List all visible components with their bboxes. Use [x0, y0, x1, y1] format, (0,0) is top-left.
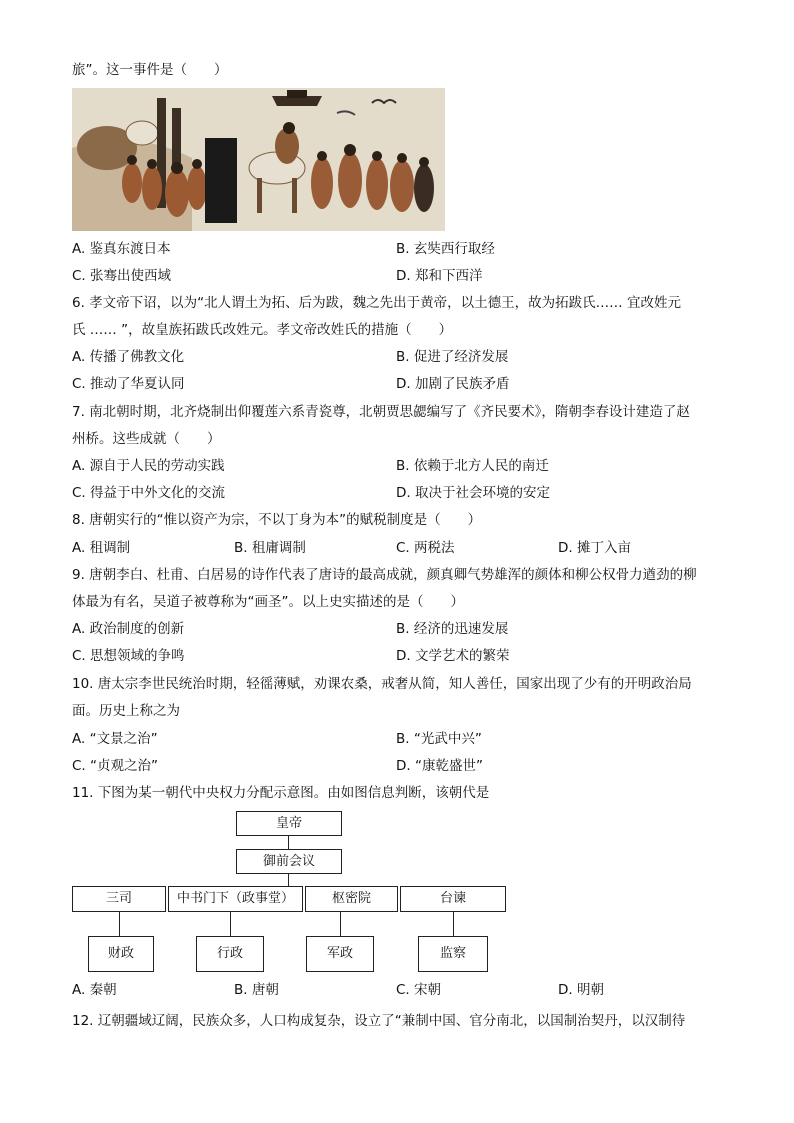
q7-option-b[interactable]: B. 依赖于北方人民的南迁	[396, 458, 549, 474]
q12-stem-line1: 12. 辽朝疆域辽阔，民族众多，人口构成复杂，设立了“兼制中国、官分南北，以国制治契丹，以汉制待	[72, 1013, 686, 1029]
q11-option-a[interactable]: A. 秦朝	[72, 982, 117, 998]
q5-option-c[interactable]: C. 张骞出使西域	[72, 268, 172, 284]
diagram-taijian: 台谏	[400, 886, 506, 912]
diagram-zhongshu: 中书门下（政事堂）	[168, 886, 303, 912]
connector-line	[230, 912, 231, 936]
q5-option-a[interactable]: A. 鉴真东渡日本	[72, 241, 171, 257]
q7-option-c[interactable]: C. 得益于中外文化的交流	[72, 485, 226, 501]
q7-option-a[interactable]: A. 源自于人民的劳动实践	[72, 458, 225, 474]
diagram-shumiyuan: 枢密院	[305, 886, 398, 912]
q8-option-b[interactable]: B. 租庸调制	[234, 540, 306, 556]
q10-stem-line1: 10. 唐太宗李世民统治时期，轻徭薄赋，劝课农桑，戒奢从简，知人善任，国家出现了少有的开明政治局	[72, 676, 692, 692]
mural-illustration	[72, 88, 445, 231]
q9-option-c[interactable]: C. 思想领域的争鸣	[72, 648, 185, 664]
connector-line	[288, 874, 289, 886]
connector-line	[340, 912, 341, 936]
q9-option-a[interactable]: A. 政治制度的创新	[72, 621, 185, 637]
diagram-council: 御前会议	[236, 849, 342, 874]
q6-stem-line1: 6. 孝文帝下诏，以为“北人谓土为拓、后为跋，魏之先出于黄帝，以土德王，故为拓跋氏…… 宜改姓元	[72, 295, 681, 311]
q11-option-d[interactable]: D. 明朝	[558, 982, 604, 998]
q5-option-b[interactable]: B. 玄奘西行取经	[396, 241, 495, 257]
q8-option-c[interactable]: C. 两税法	[396, 540, 455, 556]
q9-option-b[interactable]: B. 经济的迅速发展	[396, 621, 509, 637]
q10-option-d[interactable]: D. “康乾盛世”	[396, 758, 483, 774]
q9-option-d[interactable]: D. 文学艺术的繁荣	[396, 648, 510, 664]
q6-option-b[interactable]: B. 促进了经济发展	[396, 349, 509, 365]
q11-option-b[interactable]: B. 唐朝	[234, 982, 279, 998]
q10-option-b[interactable]: B. “光武中兴”	[396, 731, 482, 747]
q5-stem-tail: 旅”。这一事件是（ ）	[72, 62, 228, 78]
connector-line	[453, 912, 454, 936]
connector-line	[288, 836, 289, 849]
q8-stem: 8. 唐朝实行的“惟以资产为宗，不以丁身为本”的赋税制度是（ ）	[72, 512, 482, 528]
q11-option-c[interactable]: C. 宋朝	[396, 982, 442, 998]
diagram-administration: 行政	[196, 936, 264, 972]
diagram-emperor: 皇帝	[236, 811, 342, 836]
q10-option-c[interactable]: C. “贞观之治”	[72, 758, 158, 774]
q6-stem-line2: 氏 …… ”，故皇族拓跋氏改姓元。孝文帝改姓氏的措施（ ）	[72, 322, 453, 338]
q10-stem-line2: 面。历史上称之为	[72, 703, 180, 719]
q6-option-c[interactable]: C. 推动了华夏认同	[72, 376, 185, 392]
q9-stem-line2: 体最为有名，吴道子被尊称为“画圣”。以上史实描述的是（ ）	[72, 594, 464, 610]
diagram-supervision: 监察	[418, 936, 488, 972]
q7-stem-line2: 州桥。这些成就（ ）	[72, 431, 221, 447]
q11-stem: 11. 下图为某一朝代中央权力分配示意图。由如图信息判断，该朝代是	[72, 785, 490, 801]
q9-stem-line1: 9. 唐朝李白、杜甫、白居易的诗作代表了唐诗的最高成就，颜真卿气势雄浑的颜体和柳公权骨力遒劲的柳	[72, 567, 697, 583]
q7-stem-line1: 7. 南北朝时期，北齐烧制出仰覆莲六系青瓷尊，北朝贾思勰编写了《齐民要术》，隋朝李春设计建造了赵	[72, 404, 690, 420]
mural-image	[72, 88, 445, 231]
connector-line	[119, 912, 120, 936]
q6-option-a[interactable]: A. 传播了佛教文化	[72, 349, 185, 365]
diagram-sansi: 三司	[72, 886, 166, 912]
q8-option-d[interactable]: D. 摊丁入亩	[558, 540, 631, 556]
q10-option-a[interactable]: A. “文景之治”	[72, 731, 158, 747]
q7-option-d[interactable]: D. 取决于社会环境的安定	[396, 485, 550, 501]
q8-option-a[interactable]: A. 租调制	[72, 540, 131, 556]
diagram-finance: 财政	[88, 936, 154, 972]
q6-option-d[interactable]: D. 加剧了民族矛盾	[396, 376, 510, 392]
q5-option-d[interactable]: D. 郑和下西洋	[396, 268, 483, 284]
diagram-military: 军政	[306, 936, 374, 972]
